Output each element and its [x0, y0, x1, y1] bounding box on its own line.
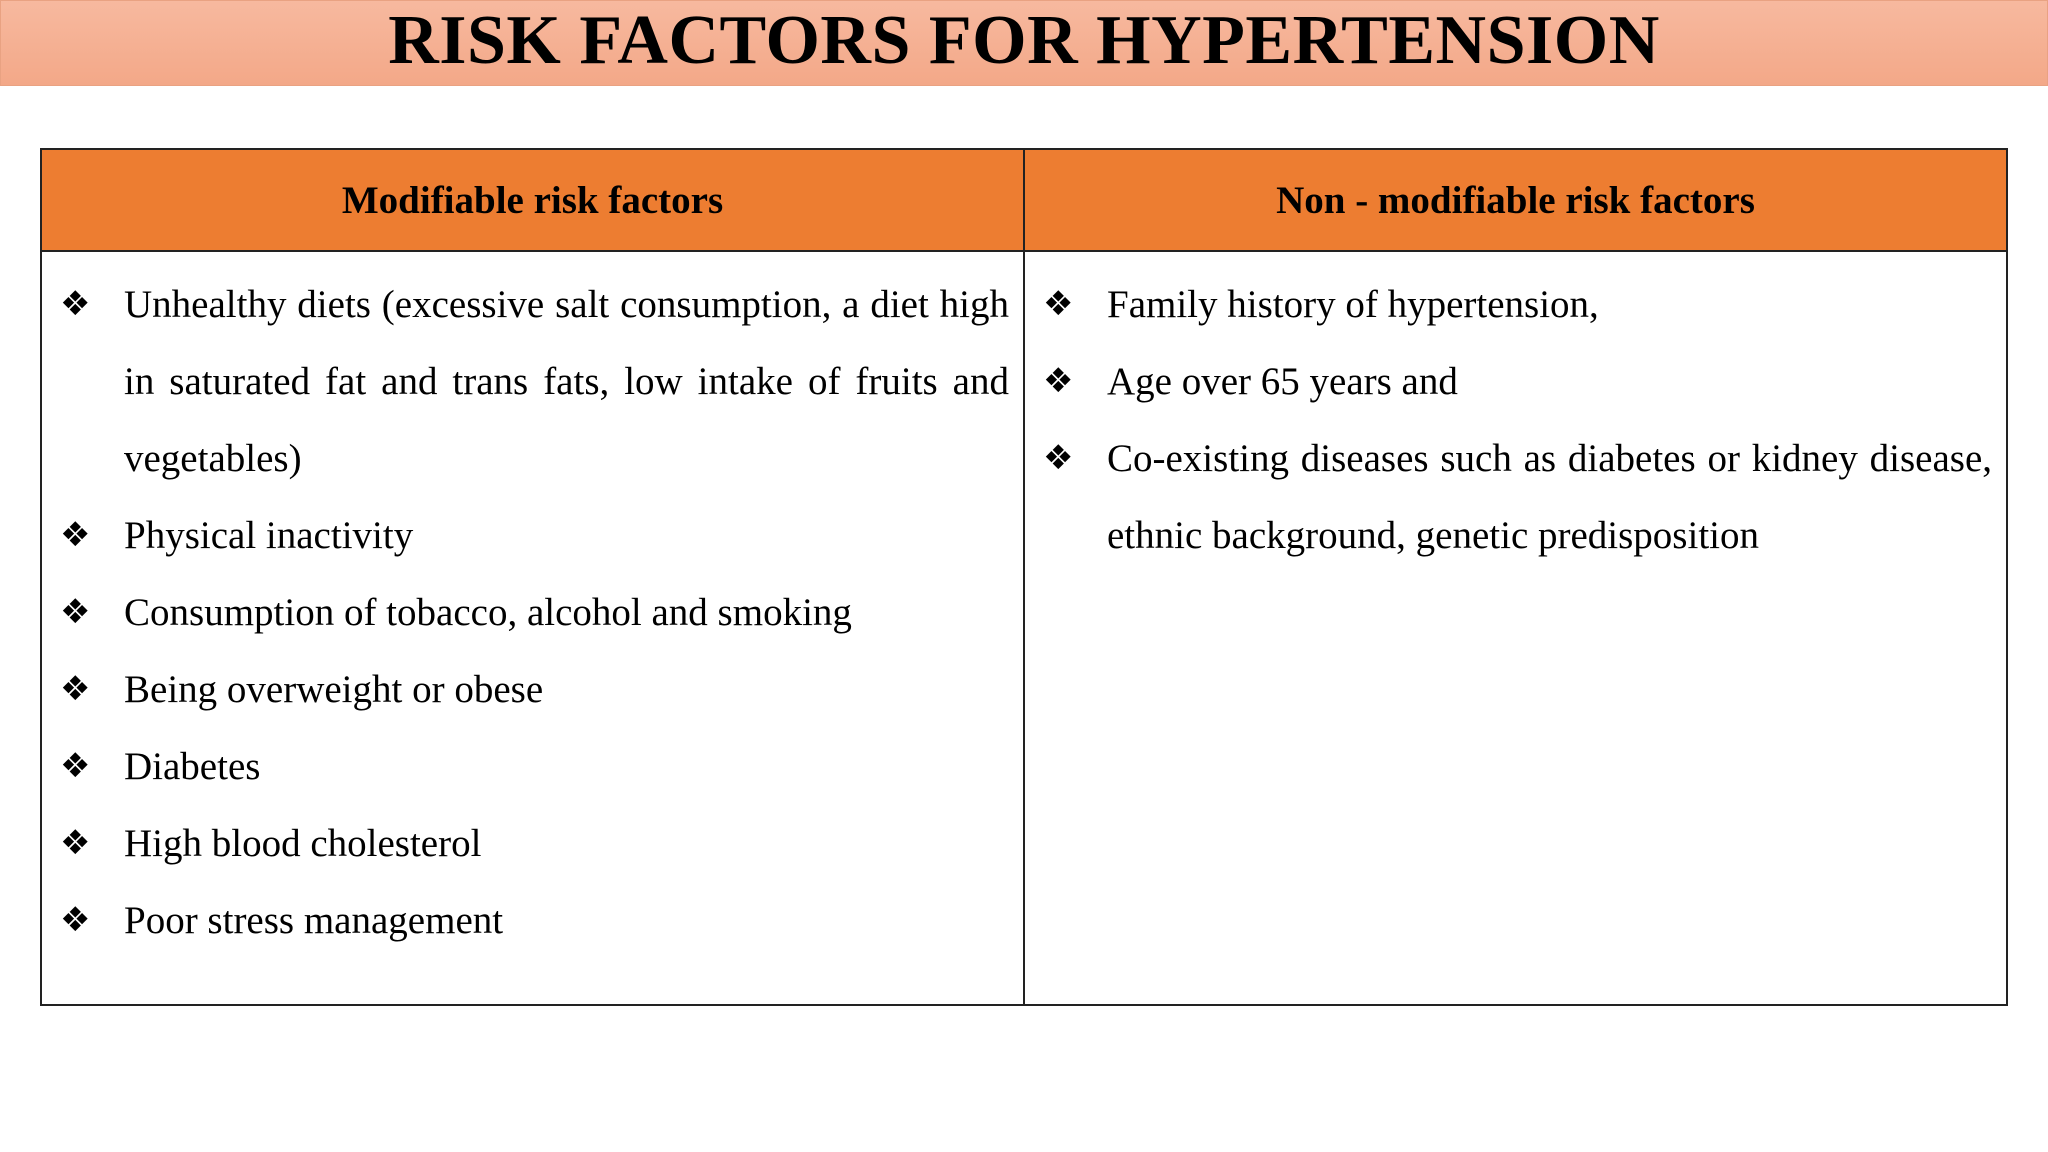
modifiable-list: [60, 266, 1009, 959]
slide-title: RISK FACTORS FOR HYPERTENSION: [388, 2, 1660, 79]
table-header-row: [41, 149, 2007, 251]
diamond-bullet-icon: ❖: [1043, 284, 1074, 324]
non-modifiable-list: [1043, 266, 1992, 574]
list-item: ❖ Age over 65 years and: [1043, 343, 1992, 420]
list-item: ❖ Physical inactivity: [60, 497, 1009, 574]
list-item: ❖ Diabetes: [60, 728, 1009, 805]
list-item: ❖ Unhealthy diets (excessive salt consumption, a diet high in saturated fat and trans fats, low intake of fruits and vegetables): [60, 266, 1009, 497]
diamond-bullet-icon: ❖: [1043, 361, 1074, 401]
non-modifiable-cell: [1024, 251, 2007, 1005]
table-body-row: [41, 251, 2007, 1005]
risk-factors-table: [40, 148, 2008, 1006]
list-item: ❖ Poor stress management: [60, 882, 1009, 959]
diamond-bullet-icon: ❖: [60, 592, 91, 632]
risk-factors-table-container: [40, 148, 2008, 1006]
list-item: ❖ Consumption of tobacco, alcohol and smoking: [60, 574, 1009, 651]
diamond-bullet-icon: ❖: [60, 284, 91, 324]
diamond-bullet-icon: ❖: [60, 515, 91, 555]
list-item: ❖ Being overweight or obese: [60, 651, 1009, 728]
list-item: ❖ Co-existing diseases such as diabetes or kidney disease, ethnic background, genetic predisposition: [1043, 420, 1992, 574]
diamond-bullet-icon: ❖: [60, 823, 91, 863]
header-modifiable: Modifiable risk factors: [41, 149, 1024, 251]
diamond-bullet-icon: ❖: [60, 669, 91, 709]
header-non-modifiable: Non - modifiable risk factors: [1024, 149, 2007, 251]
diamond-bullet-icon: ❖: [60, 746, 91, 786]
diamond-bullet-icon: ❖: [60, 900, 91, 940]
list-item: ❖ Family history of hypertension,: [1043, 266, 1992, 343]
diamond-bullet-icon: ❖: [1043, 438, 1074, 478]
title-banner: [0, 0, 2048, 86]
list-item: ❖ High blood cholesterol: [60, 805, 1009, 882]
modifiable-cell: [41, 251, 1024, 1005]
